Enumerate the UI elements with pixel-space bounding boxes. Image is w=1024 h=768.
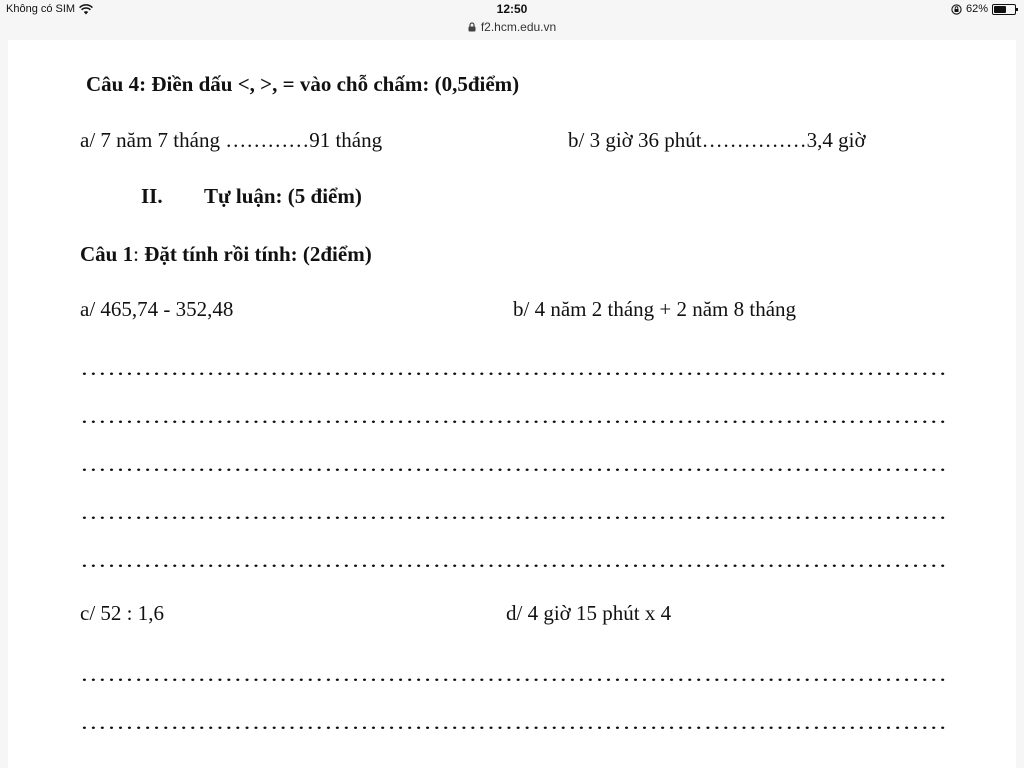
- answer-line: ……………………………………………………………………………………: [80, 500, 948, 524]
- battery-percent: 62%: [965, 3, 988, 15]
- question-4-title: Câu 4: Điền dấu <, >, = vào chỗ chấm: (0,5điểm): [86, 72, 520, 96]
- question-1-heading: Đặt tính rồi tính: (2điểm): [138, 242, 372, 266]
- answer-line: ……………………………………………………………………………………: [80, 662, 948, 686]
- question-1-part-b: b/ 4 năm 2 tháng + 2 năm 8 tháng: [513, 297, 797, 321]
- section-number: II.: [141, 184, 163, 208]
- lock-icon: [468, 22, 476, 32]
- question-1-title: [80, 244, 372, 265]
- question-1-colon: :: [133, 242, 139, 266]
- answer-line: ……………………………………………………………………………………: [80, 710, 948, 734]
- question-1-label: Câu 1: [80, 242, 134, 266]
- status-bar: [0, 0, 1024, 40]
- url-text: f2.hcm.edu.vn: [480, 20, 557, 34]
- address-bar[interactable]: [0, 20, 1024, 34]
- answer-line: ……………………………………………………………………………………: [80, 548, 948, 572]
- question-4-part-a: a/ 7 năm 7 tháng …………91 tháng: [80, 128, 383, 152]
- answer-line: ……………………………………………………………………………………: [80, 452, 948, 476]
- status-right: [951, 3, 1016, 15]
- battery-fill: [994, 6, 1006, 13]
- question-1-part-a: a/ 465,74 - 352,48: [80, 297, 234, 321]
- question-1-part-c: c/ 52 : 1,6: [80, 601, 164, 625]
- clock: 12:50: [496, 2, 528, 16]
- carrier-label: Không có SIM: [6, 3, 76, 15]
- answer-line: ……………………………………………………………………………………: [80, 356, 948, 380]
- orientation-lock-icon: [951, 4, 962, 15]
- battery-icon: [992, 4, 1016, 15]
- question-4-part-b: b/ 3 giờ 36 phút……………3,4 giờ: [568, 128, 866, 152]
- section-title: Tự luận: (5 điểm): [204, 184, 362, 208]
- document-content: [8, 40, 1016, 768]
- answer-line: ……………………………………………………………………………………: [80, 404, 948, 428]
- question-1-part-d: d/ 4 giờ 15 phút x 4: [506, 601, 672, 625]
- document-page[interactable]: [8, 40, 1016, 768]
